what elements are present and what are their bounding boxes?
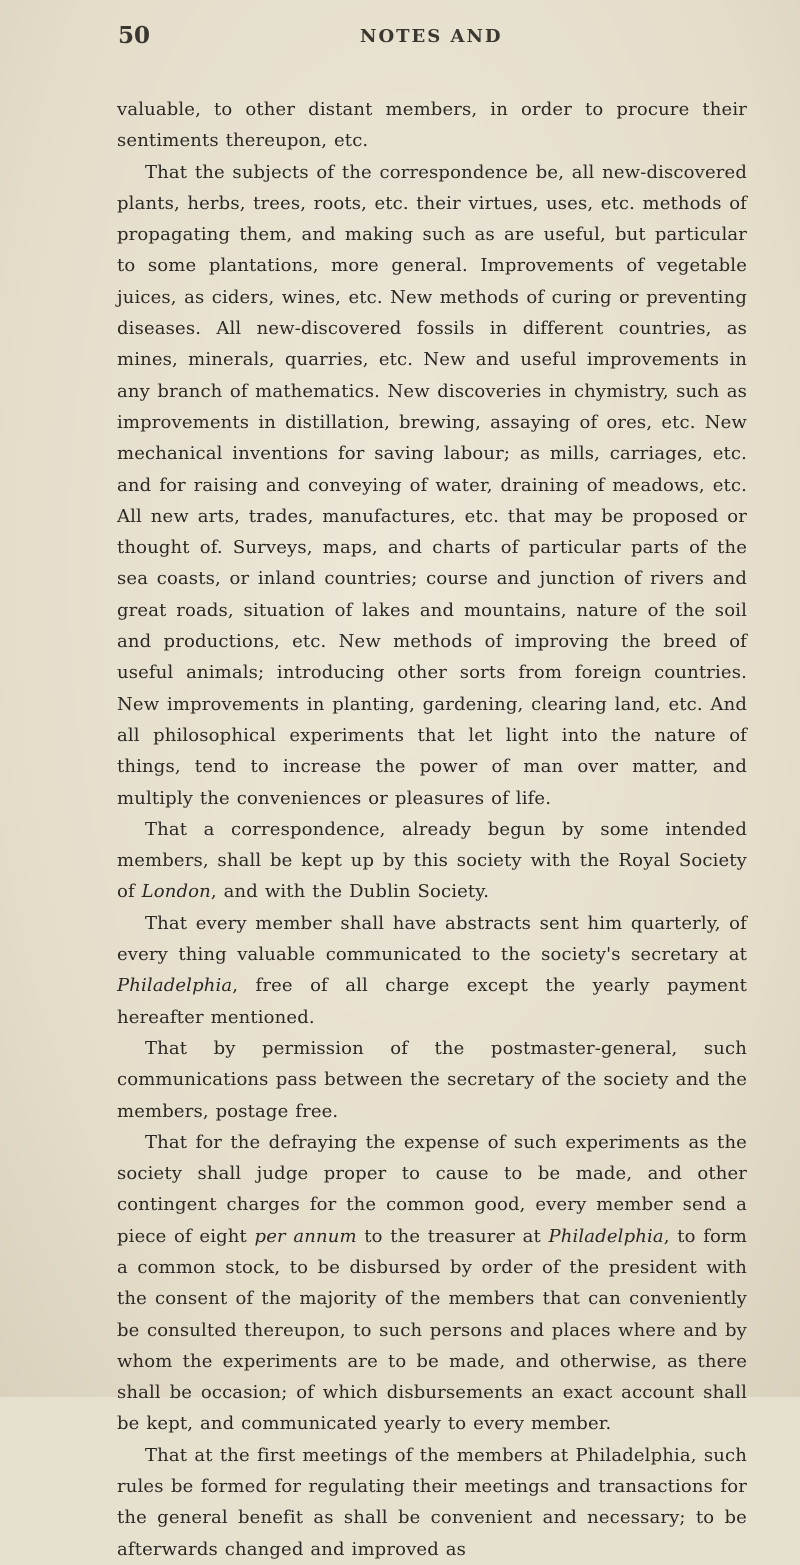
body-text	[117, 94, 747, 1565]
paragraph-3: That a correspondence, already begun by some intended members, shall be kept up by this society with the Royal Society of London, and with the Dublin Society.	[117, 818, 747, 903]
italic-per-annum: per annum	[254, 1225, 357, 1247]
italic-london: London	[141, 881, 211, 903]
running-head: NOTES AND	[360, 26, 503, 47]
page-number: 50	[118, 22, 151, 49]
paragraph-2: That the subjects of the correspondence be, all new-discovered plants, herbs, trees, roots, etc. their virtues, uses, etc. methods of propagating them, and making such as are useful, but particular to some plantations, more general. Improvements of vegetable juices, as ciders, wines, etc. New methods of curing or preventing diseases. All new-discovered fossils in different countries, as mines, minerals, quarries, etc. New and useful improvements in any branch of mathematics. New discoveries in chymistry, such as improvements in distillation, brewing, assaying of ores, etc. New mechanical inventions for saving labour; as mills, carriages, etc. and for raising and conveying of water, draining of meadows, etc. All new arts, trades, manufactures, etc. that may be proposed or thought of. Surveys, maps, and charts of particular parts of the sea coasts, or inland countries; course and junction of rivers and great roads, situation of lakes and mountains, nature of the soil and productions, etc. New methods of improving the breed of useful animals; introducing other sorts from foreign countries. New improvements in planting, gardening, clearing land, etc. And all philosophical experiments that let light into the nature of things, tend to increase the power of man over matter, and multiply the conveniences or pleasures of life.	[117, 161, 747, 809]
paragraph-4: That every member shall have abstracts sent him quarterly, of every thing valuable communicated to the society's secretary at Philadelphia, free of all charge except the yearly payment hereafter mentioned.	[117, 912, 747, 1028]
paragraph-7: That at the first meetings of the members at Philadelphia, such rules be formed for regulating their meetings and transactions for the general benefit as shall be convenient and necessary; to be afterwards changed and improved as	[117, 1444, 747, 1560]
paragraph-1: valuable, to other distant members, in order to procure their sentiments thereupon, etc.	[117, 99, 747, 152]
italic-philadelphia: Philadelphia	[117, 975, 233, 997]
paragraph-6: That for the defraying the expense of such experiments as the society shall judge proper to cause to be made, and other contingent charges for the common good, every member send a piece of eight per annum to the treasurer at Philadelphia, to form a common stock, to be disbursed by order of the president with the consent of the majority of the members that can conveniently be consulted thereupon, to such persons and places where and by whom the experiments are to be made, and otherwise, as there shall be occasion; of which disbursements an exact account shall be kept, and communicated yearly to every member.	[117, 1131, 747, 1435]
paragraph-5: That by permission of the postmaster-general, such communications pass between the secretary of the society and the members, postage free.	[117, 1037, 747, 1122]
italic-philadelphia-2: Philadelphia	[548, 1225, 664, 1247]
page-header	[118, 22, 740, 62]
